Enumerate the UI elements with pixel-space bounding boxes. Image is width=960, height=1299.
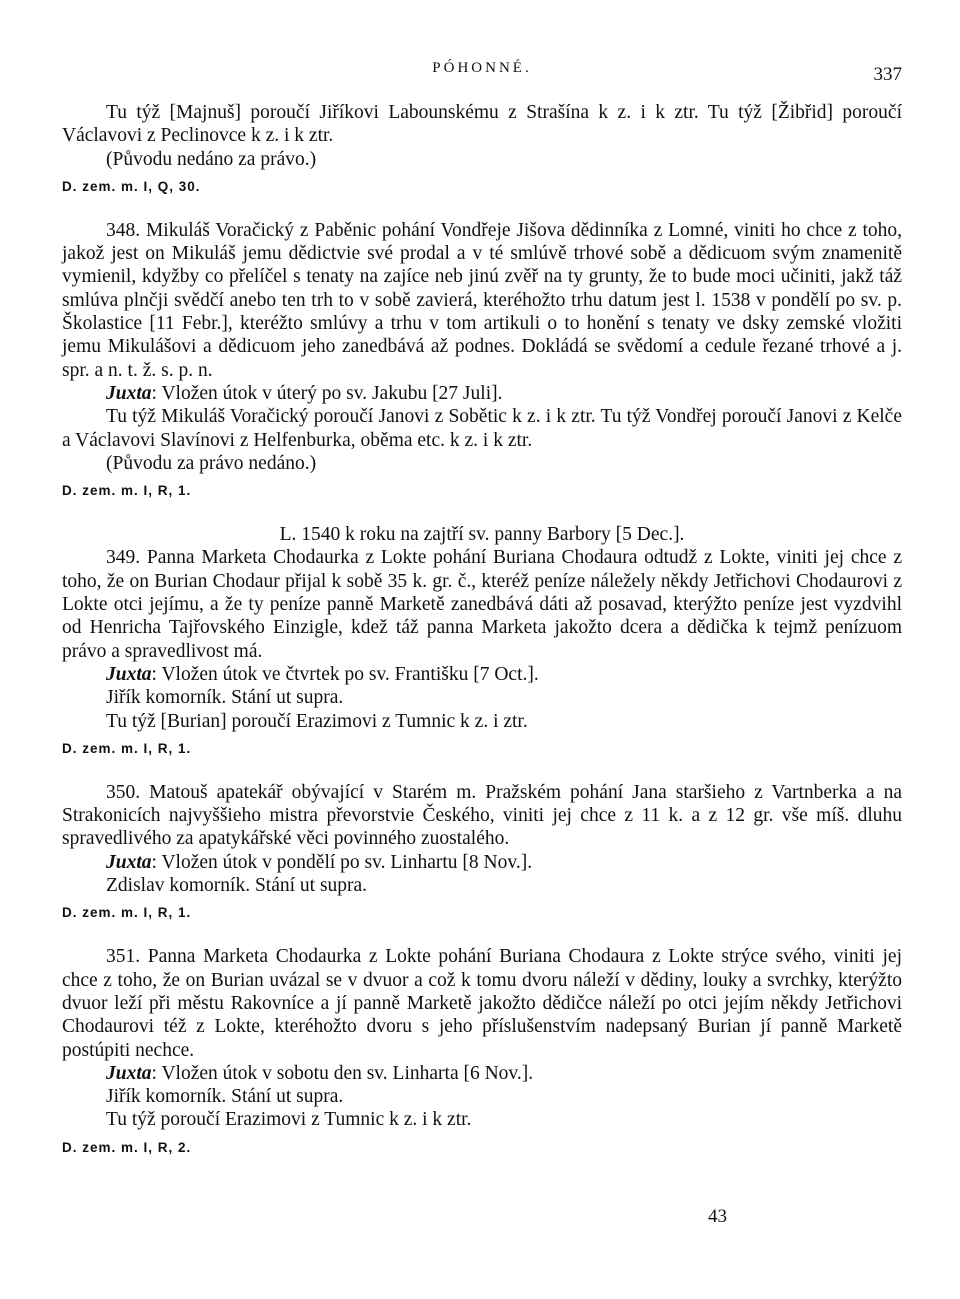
source-reference: D. zem. m. I, R, 2.: [62, 1139, 192, 1155]
juxta-label: Juxta: [106, 382, 152, 404]
section-gap: [62, 923, 902, 945]
juxta-label: Juxta: [106, 851, 152, 873]
juxta-text: : Vložen útok v sobotu den sv. Linharta [6 Nov.].: [151, 1062, 534, 1084]
juxta-text: : Vložen útok ve čtvrtek po sv. Františku [7 Oct.].: [151, 663, 539, 685]
paragraph: 348. Mikuláš Voračický z Paběnic pohání Vondřeje Jišova dědinníka z Lomné, viniti ho chce z toho, jakož jest on Mikuláš jemu dědictvie své prodal a v té smlúvě trhové sobě a dědicuom svým znamenitě vymienil, kdyžby co přelíčel s tenaty na zajíce neb jinú zvěř na ty grunty, že to bude moci učiniti, jakž táž smlúva plnčji svědčí anebo ten trh to v sobě zavierá, kteréhožto trhu datum jest l. 1538 v pondělí po sv. p. Školastice [11 Febr.], kteréžto smlúvy a trhu v tom artikuli o to honění s tenaty ve dsky zemské vložiti jemu Mikulášovi a dědicuom jeho zanedbává až podnes. Dokládá se svědomí a cedule řezané trhové a j. spr. a n. t. ž. s. p. n.: [62, 219, 902, 381]
record-line: Jiřík komorník. Stání ut supra.: [106, 687, 344, 709]
juxta-note: [62, 1062, 902, 1085]
paragraph: Tu týž [Majnuš] poroučí Jiříkovi Labounskému z Strašína k z. i k ztr. Tu týž [Žibřid] poroučí Václavovi z Peclinovce k z. i k ztr.: [62, 102, 902, 147]
section-gap: [62, 501, 902, 523]
date-heading: L. 1540 k roku na zajtří sv. panny Barbory [5 Dec.].: [279, 524, 685, 546]
source-reference: D. zem. m. I, R, 1.: [62, 483, 192, 499]
juxta-note: [62, 382, 902, 405]
source-reference: D. zem. m. I, R, 1.: [62, 905, 192, 921]
paragraph: 350. Matouš apatekář obývající v Starém m. Pražském pohání Jana staršieho z Vartnberka a na Strakonicích najvyššieho mistra převorstvie Českého, viniti jej chce z 11 k. a z 12 gr. vše míš. dluhu spravedlivého za apatykářské věci povinného zuostalého.: [62, 781, 902, 850]
paragraph: (Původu za právo nedáno.): [106, 452, 317, 474]
juxta-text: : Vložen útok v úterý po sv. Jakubu [27 Juli].: [151, 382, 503, 404]
running-title: PÓHONNÉ.: [432, 60, 532, 76]
record-line: Tu týž poroučí Erazimovi z Tumnic k z. i k ztr.: [106, 1109, 472, 1131]
juxta-note: [62, 851, 902, 874]
document-page: [62, 0, 902, 1299]
source-reference: D. zem. m. I, Q, 30.: [62, 178, 201, 194]
paragraph: Tu týž Mikuláš Voračický poroučí Janovi z Sobětic k z. i k ztr. Tu týž Vondřej poroučí Janovi z Kelče a Václavovi Slavínovi z Helfenburka, oběma etc. k z. i k ztr.: [62, 406, 902, 451]
document-body: [62, 101, 902, 1158]
paragraph: (Původu nedáno za právo.): [106, 148, 317, 170]
source-reference: D. zem. m. I, R, 1.: [62, 740, 192, 756]
section-gap: [62, 759, 902, 781]
juxta-label: Juxta: [106, 1062, 152, 1084]
printer-signature: 43: [708, 1206, 727, 1227]
record-line: Tu týž [Burian] poroučí Erazimovi z Tumnic k z. i ztr.: [106, 710, 528, 732]
paragraph: 351. Panna Marketa Chodaurka z Lokte pohání Buriana Chodaura z Lokte strýce svého, viniti jej chce z toho, že on Burian uvázal se v dvuor a což k tomu dvoru náleží v dědiny, louky a svrchky, kterýžto dvuor leží při městu Rakovníce a jí panně Marketě jakožto dědičce náleží po otci jejím někdy Jetřichovi Chodaurovi též z Lokte, kteréhožto dvoru s jeho příslušenstvím nadepsaný Burian jí panně Marketě postúpiti nechce.: [62, 946, 902, 1061]
record-line: Jiřík komorník. Stání ut supra.: [106, 1086, 344, 1108]
paragraph: 349. Panna Marketa Chodaurka z Lokte pohání Buriana Chodaura odtudž z Lokte, viniti jej chce z toho, že on Burian Chodaur přijal k sobě 35 k. gr. č., kteréž peníze náležely někdy Jetřichovi Chodaurovi z Lokte otci jejímu, a že ty peníze panně Marketě zanedbává dáti až posavad, kterýžto peníze jest vyzdvihl od Henricha Tajřovského Einzigle, kdež táž panna Marketa jakožto dcera a dědička k tejmž penízuom právo a spravedlivost má.: [62, 547, 902, 662]
section-gap: [62, 197, 902, 219]
juxta-label: Juxta: [106, 663, 152, 685]
page-number: 337: [873, 64, 902, 85]
juxta-text: : Vložen útok v pondělí po sv. Linhartu [8 Nov.].: [151, 851, 533, 873]
record-line: Zdislav komorník. Stání ut supra.: [106, 875, 368, 897]
juxta-note: [62, 663, 902, 686]
